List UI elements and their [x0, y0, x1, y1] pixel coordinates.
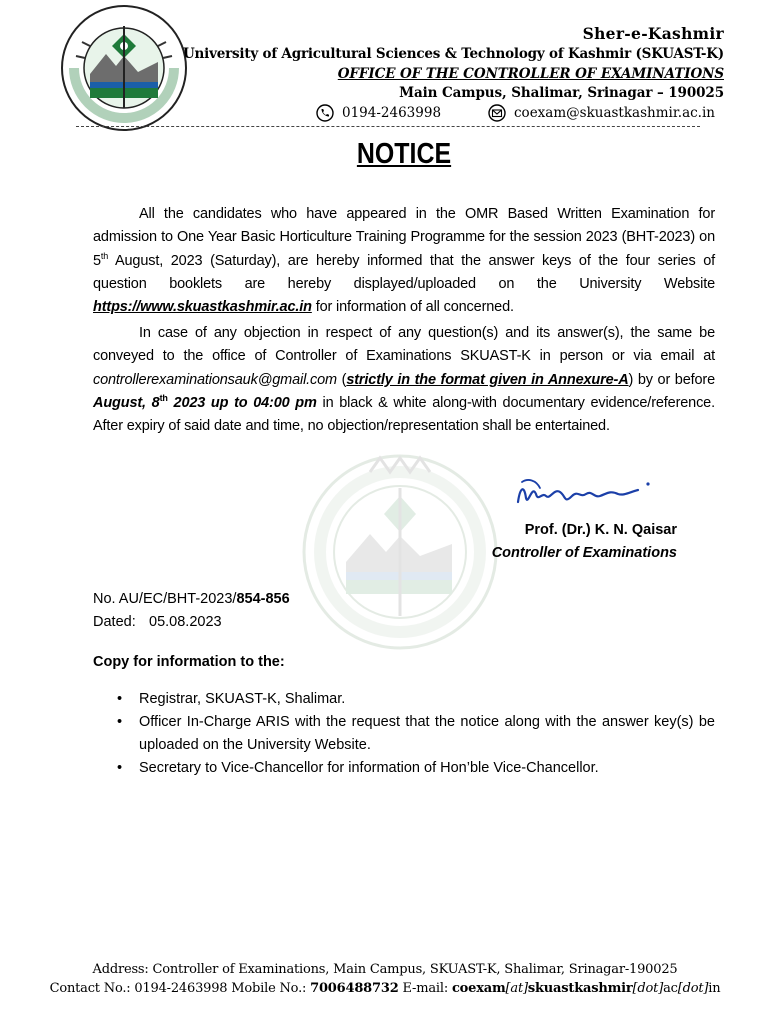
- deadline-date: August, 8: [93, 394, 160, 411]
- signatory-name: Prof. (Dr.) K. N. Qaisar: [524, 522, 677, 538]
- notice-title: NOTICE: [356, 138, 452, 170]
- notice-paragraph-1: All the candidates who have appeared in the OMR Based Written Examination for admission to One Year Basic Horticulture Training Programme for the session 2023 (BHT-2023) on 5th August, 2023 (Saturday), are hereby informed that the answer keys of the four series of question booklets are hereby displayed/uploaded on the University Website https://www.skuastkashmir.ac.in for information of all concerned.: [93, 206, 715, 316]
- university-website-link[interactable]: https://www.skuastkashmir.ac.in: [93, 299, 312, 316]
- header-email: [488, 103, 715, 123]
- office-name: OFFICE OF THE CONTROLLER OF EXAMINATIONS: [337, 66, 724, 82]
- reference-block: [93, 588, 290, 634]
- annexure-note: strictly in the format given in Annexure-A: [346, 371, 629, 388]
- reference-number: No. AU/EC/BHT-2023/854-856: [93, 591, 290, 607]
- email-address[interactable]: coexam@skuastkashmir.ac.in: [514, 105, 715, 121]
- header-divider: [76, 126, 700, 127]
- phone-icon: [316, 104, 334, 122]
- university-watermark: [300, 452, 500, 652]
- list-item: • Registrar, SKUAST-K, Shalimar.: [117, 691, 346, 707]
- university-full-name: University of Agricultural Sciences & Technology of Kashmir (SKUAST-K): [182, 46, 724, 62]
- footer-contact: Contact No.: 0194-2463998 Mobile No.: 7006488732 E-mail: coexam[at]skuastkashmir[dot]ac[dot]in: [49, 981, 721, 996]
- office-address: Main Campus, Shalimar, Srinagar – 190025: [399, 85, 724, 101]
- objection-email-link[interactable]: controllerexaminationsauk@gmail.com: [93, 371, 337, 388]
- deadline-time: 2023 up to 04:00 pm: [167, 394, 317, 411]
- list-item: • Officer In-Charge ARIS with the request that the notice along with the answer key(s) be uploaded on the University Website.: [117, 714, 715, 753]
- copy-heading: Copy for information to the:: [93, 654, 285, 670]
- notice-paragraph-2: In case of any objection in respect of any question(s) and its answer(s), the same be conveyed to the office of Controller of Examinations SKUAST-K in person or via email at controllerexaminationsauk@gmail.com (strictly in the format given in Annexure-A) by or before August, 8th 2023 up to 04:00 pm in black & white along-with documentary evidence/reference. After expiry of said date and time, no objection/representation shall be entertained.: [93, 325, 715, 435]
- signature: [514, 474, 654, 514]
- signatory-designation: Controller of Examinations: [491, 545, 677, 561]
- footer: [0, 960, 770, 998]
- university-logo: [60, 4, 188, 132]
- header-phone: [316, 103, 441, 123]
- university-short-name: Sher-e-Kashmir: [582, 24, 724, 43]
- list-item: • Secretary to Vice-Chancellor for information of Hon’ble Vice-Chancellor.: [117, 760, 599, 776]
- signatory-block: [492, 519, 677, 565]
- footer-address: Address: Controller of Examinations, Main Campus, SKUAST-K, Shalimar, Srinagar-190025: [92, 962, 678, 977]
- email-icon: [488, 104, 506, 122]
- reference-date: Dated: 05.08.2023: [93, 614, 222, 630]
- phone-number: 0194-2463998: [342, 105, 442, 121]
- copy-list: [93, 688, 715, 780]
